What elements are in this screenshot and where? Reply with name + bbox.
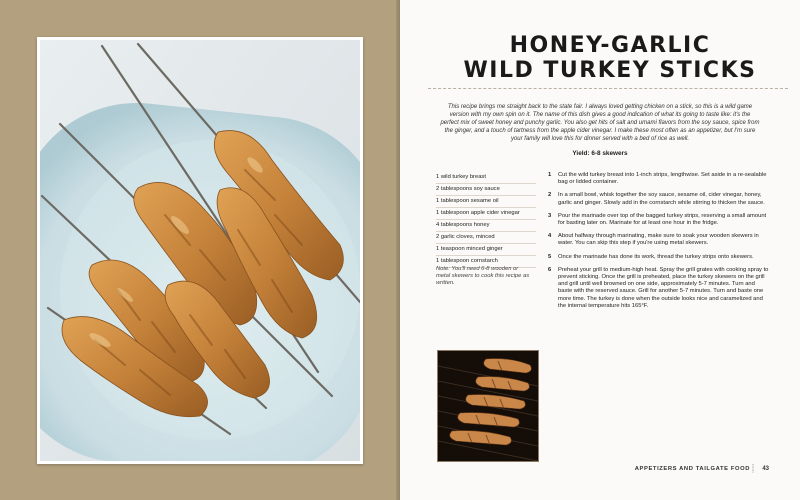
step-item: [548, 192, 770, 206]
ingredient-item: 1 tablespoon apple cider vinegar: [436, 208, 536, 220]
step-item: [548, 213, 770, 227]
ingredient-item: 1 teaspoon minced ginger: [436, 244, 536, 256]
step-item: [548, 233, 770, 247]
ingredient-item: 1 tablespoon sesame oil: [436, 196, 536, 208]
ingredient-item: 1 wild turkey breast: [436, 172, 536, 184]
step-list: [548, 172, 770, 316]
recipe-yield: Yield: 6-8 skewers: [572, 150, 628, 157]
step-number: 4: [548, 233, 552, 240]
ingredient-list: [436, 172, 536, 268]
step-item: [548, 267, 770, 310]
page-number: 43: [762, 466, 769, 472]
step-number: 5: [548, 253, 552, 260]
step-item: [548, 254, 770, 261]
ingredient-item: 2 tablespoons soy sauce: [436, 184, 536, 196]
step-text: Once the marinade has done its work, thread the turkey strips onto skewers.: [558, 253, 754, 260]
right-page: [400, 0, 800, 500]
title-divider: [428, 88, 788, 89]
recipe-title-line-2: WILD TURKEY STICKS: [463, 58, 757, 83]
recipe-intro: This recipe brings me straight back to the state fair. I always loved getting chicken on a stick, so this is a wild game version with my own spin on it. The name of this dish gives a good indication of what its going to taste like: it's the perfect mix of sweet honey and punchy garlic. You also get hits of salt and umami flavors from the soy sauce, spice from the ginger, and a touch of tartness from the apple cider vinegar. I make these most often as an appetizer, but I'm sure your family will love this for dinner served with a bed of rice as well.: [440, 104, 760, 142]
step-text: Cut the wild turkey breast into 1-inch strips, lengthwise. Set aside in a re-sealable bag or lidded container.: [558, 172, 767, 186]
step-text: About halfway through marinating, make sure to soak your wooden skewers in water. You can skip this step if you're using metal skewers.: [558, 233, 759, 247]
step-number: 1: [548, 172, 552, 178]
step-item: [548, 172, 770, 186]
skewer-note: Note: You'll need 6-8 wooden or metal skewers to cook this recipe as written.: [436, 266, 530, 286]
step-number: 2: [548, 192, 552, 199]
ingredient-item: 1 tablespoon cornstarch: [436, 256, 536, 268]
recipe-title: [420, 33, 800, 83]
step-text: Preheat your grill to medium-high heat. Spray the grill grates with cooking spray to prevent sticking. Once the grill is preheated, place the turkey skewers on the grill and grill until well browned on one side, approximately 5-7 minutes. Turn and baste with the reserved sauce. Grill for another 5-7 minutes. Turn and baste one more time. The turkey is done when the outside looks nice and caramelized and the internal temperature hits 165°F.: [558, 266, 769, 309]
step-number: 3: [548, 212, 552, 219]
skewers-on-plate-illustration: [40, 40, 360, 461]
wheat-ornament-icon: ⸽: [752, 464, 755, 473]
step-text: In a small bowl, whisk together the soy sauce, sesame oil, cider vinegar, honey, garlic and ginger. Slowly add in the cornstarch while stirring to thicken the sauce.: [558, 192, 765, 206]
step-text: Pour the marinade over top of the bagged turkey strips, reserving a small amount for basting later on. Marinate for at least one hour in the fridge.: [558, 212, 767, 227]
step-number: 6: [548, 266, 552, 273]
grill-photo: [437, 350, 539, 462]
ingredient-item: 2 garlic cloves, minced: [436, 232, 536, 244]
skewers-on-grill-illustration: [438, 351, 538, 461]
section-name: APPETIZERS AND TAILGATE FOOD: [634, 466, 750, 472]
ingredient-item: 4 tablespoons honey: [436, 220, 536, 232]
recipe-title-line-1: HONEY-GARLIC: [509, 33, 711, 58]
turkey-skewers-photo: [37, 37, 363, 464]
